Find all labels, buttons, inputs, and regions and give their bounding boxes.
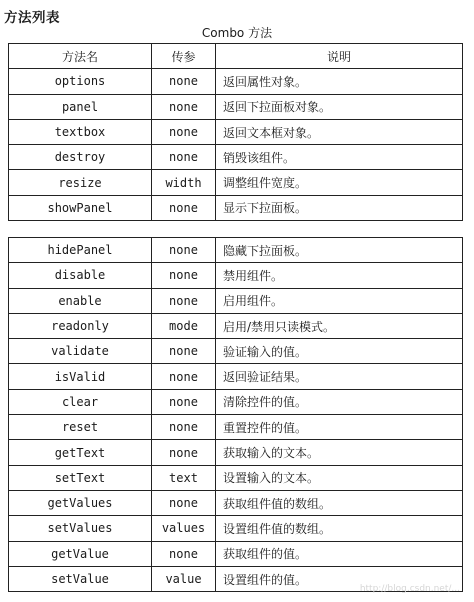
method-desc-cell: 验证输入的值。 <box>216 339 463 364</box>
method-name-cell: setValues <box>9 516 152 541</box>
table-row <box>9 490 463 515</box>
method-param-cell: none <box>152 364 216 389</box>
method-desc-cell: 设置输入的文本。 <box>216 465 463 490</box>
table-caption: Combo 方法 <box>201 26 273 40</box>
column-header-param: 传参 <box>152 44 216 69</box>
method-name-cell: textbox <box>9 119 152 144</box>
method-name-cell: readonly <box>9 313 152 338</box>
method-param-cell: none <box>152 145 216 170</box>
methods-table-2 <box>8 237 463 592</box>
method-desc-cell: 获取组件的值。 <box>216 541 463 566</box>
method-param-cell: values <box>152 516 216 541</box>
method-param-cell: text <box>152 465 216 490</box>
method-name-cell: reset <box>9 415 152 440</box>
method-desc-cell: 获取组件值的数组。 <box>216 490 463 515</box>
table-row <box>9 288 463 313</box>
table-row <box>9 195 463 220</box>
method-desc-cell: 返回验证结果。 <box>216 364 463 389</box>
method-param-cell: none <box>152 415 216 440</box>
method-param-cell: none <box>152 119 216 144</box>
method-desc-cell: 获取输入的文本。 <box>216 440 463 465</box>
method-desc-cell: 清除控件的值。 <box>216 389 463 414</box>
method-name-cell: options <box>9 69 152 94</box>
table-row <box>9 145 463 170</box>
method-name-cell: getValues <box>9 490 152 515</box>
method-name-cell: enable <box>9 288 152 313</box>
method-desc-cell: 隐藏下拉面板。 <box>216 238 463 263</box>
table-row <box>9 238 463 263</box>
method-desc-cell: 返回下拉面板对象。 <box>216 94 463 119</box>
method-name-cell: validate <box>9 339 152 364</box>
methods-table-1-body <box>9 69 463 221</box>
table-row <box>9 170 463 195</box>
method-param-cell: none <box>152 238 216 263</box>
section-heading: 方法列表 <box>4 10 60 26</box>
column-header-name: 方法名 <box>9 44 152 69</box>
method-desc-cell: 设置组件的值。 <box>216 566 463 591</box>
method-name-cell: getText <box>9 440 152 465</box>
method-param-cell: none <box>152 490 216 515</box>
method-param-cell: width <box>152 170 216 195</box>
method-param-cell: mode <box>152 313 216 338</box>
method-param-cell: none <box>152 339 216 364</box>
method-name-cell: hidePanel <box>9 238 152 263</box>
method-name-cell: disable <box>9 263 152 288</box>
table-row <box>9 440 463 465</box>
method-desc-cell: 启用组件。 <box>216 288 463 313</box>
method-name-cell: panel <box>9 94 152 119</box>
method-desc-cell: 返回属性对象。 <box>216 69 463 94</box>
table-row <box>9 94 463 119</box>
table-row <box>9 389 463 414</box>
method-param-cell: none <box>152 288 216 313</box>
method-name-cell: clear <box>9 389 152 414</box>
table-header-row <box>9 44 463 69</box>
method-name-cell: resize <box>9 170 152 195</box>
table-row <box>9 541 463 566</box>
method-param-cell: none <box>152 263 216 288</box>
method-name-cell: destroy <box>9 145 152 170</box>
table-row <box>9 119 463 144</box>
method-name-cell: setValue <box>9 566 152 591</box>
table-row <box>9 339 463 364</box>
table-row <box>9 364 463 389</box>
table-row <box>9 313 463 338</box>
method-desc-cell: 启用/禁用只读模式。 <box>216 313 463 338</box>
method-param-cell: none <box>152 94 216 119</box>
table-row <box>9 263 463 288</box>
methods-table-1 <box>8 43 463 221</box>
method-desc-cell: 调整组件宽度。 <box>216 170 463 195</box>
method-param-cell: none <box>152 440 216 465</box>
method-param-cell: value <box>152 566 216 591</box>
method-desc-cell: 返回文本框对象。 <box>216 119 463 144</box>
method-name-cell: getValue <box>9 541 152 566</box>
method-name-cell: setText <box>9 465 152 490</box>
method-desc-cell: 销毁该组件。 <box>216 145 463 170</box>
methods-table-2-body <box>9 238 463 592</box>
method-name-cell: isValid <box>9 364 152 389</box>
table-row <box>9 516 463 541</box>
method-name-cell: showPanel <box>9 195 152 220</box>
method-param-cell: none <box>152 69 216 94</box>
table-row <box>9 415 463 440</box>
method-desc-cell: 禁用组件。 <box>216 263 463 288</box>
method-desc-cell: 设置组件值的数组。 <box>216 516 463 541</box>
watermark: http://blog.csdn.net/... <box>359 584 460 594</box>
column-header-desc: 说明 <box>216 44 463 69</box>
method-desc-cell: 重置控件的值。 <box>216 415 463 440</box>
method-param-cell: none <box>152 195 216 220</box>
method-param-cell: none <box>152 389 216 414</box>
table-row <box>9 69 463 94</box>
method-param-cell: none <box>152 541 216 566</box>
method-desc-cell: 显示下拉面板。 <box>216 195 463 220</box>
table-row <box>9 465 463 490</box>
